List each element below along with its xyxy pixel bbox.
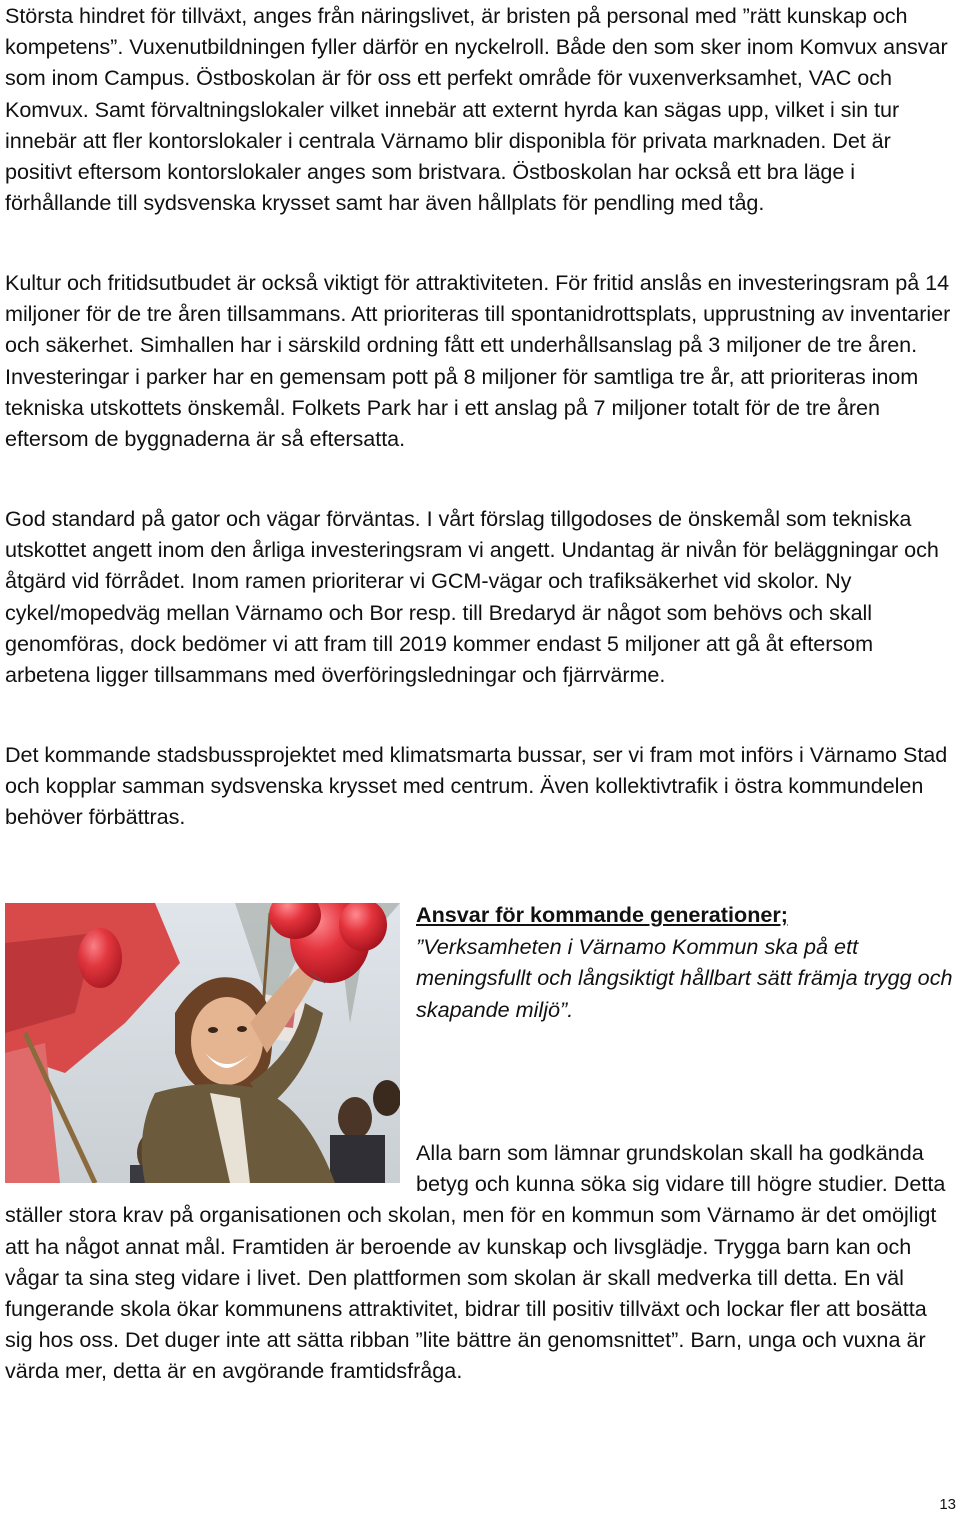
page-number: 13 — [939, 1496, 956, 1513]
paragraph-skolan: Alla barn som lämnar grundskolan skall ha godkända betyg och kunna söka sig vidare till högre studier. Detta ställer stora krav på organisationen och skolan, men för en kommun som Värnamo är det omöjligt att ha något annat mål. Framtiden är beroende av kunskap och livsglädje. Trygga barn kan och vågar ta sina steg vidare i livet. Den plattformen som skolan är skall medverka till detta. En väl fungerande skola ökar kommunens attraktivitet, bidrar till positiv tillväxt och lockar fler att bosätta sig hos oss. Det duger inte att sätta ribban ”lite bättre än genomsnittet”. Barn, unga och vuxna är värda mer, detta är en avgörande framtidsfråga. — [5, 1140, 946, 1384]
paragraph-vuxenutbildning: Största hindret för tillväxt, anges från näringslivet, är bristen på personal med ”rätt kunskap och kompetens”. Vuxenutbildningen fyller därför en nyckelroll. Både den som sker inom Komvux ansvar som inom Campus. Östboskolan är för oss ett perfekt område för vuxenverksamhet, VAC och Komvux. Samt förvaltningslokaler vilket innebär att externt hyrda kan sägas upp, vilket i sin tur innebär att fler kontorslokaler i centrala Värnamo blir disponibla för privata marknaden. Det är positivt eftersom kontorslokaler anges som bristvara. Östboskolan har också ett bra läge i förhållande till sydsvenska krysset samt har även hållplats för pendling med tåg. — [5, 3, 948, 216]
section-vision-quote: ”Verksamheten i Värnamo Kommun ska på ett meningsfullt och långsiktigt hållbart sätt främja trygg och skapande miljö”. — [416, 933, 953, 1022]
paragraph-skolan-wrapper — [5, 1137, 960, 1437]
paragraph-stadsbuss: Det kommande stadsbussprojektet med klimatsmarta bussar, ser vi fram mot införs i Värnamo Stad och kopplar samman sydsvenska krysset med centrum. Även kollektivtrafik i östra kommundelen behöver förbättras. — [5, 742, 948, 830]
section-heading-block — [416, 899, 956, 1025]
paragraph-kultur-fritid: Kultur och fritidsutbudet är också viktigt för attraktiviteten. För fritid anslås en investeringsram på 14 miljoner för de tre åren tillsammans. Att prioriteras till spontanidrottsplats, upprustning av inventarier och säkerhet. Simhallen har i särskild ordning fått ett underhållsanslag på 3 miljoner de tre åren. Investeringar i parker har en gemensam pott på 8 miljoner för samtliga tre år, att prioriteras inom tekniska utskottets önskemål. Folkets Park har i ett anslag på 7 miljoner totalt för de tre åren eftersom de byggnaderna är så eftersatta. — [5, 270, 951, 452]
photo-wrap-spacer — [5, 1137, 416, 1199]
paragraph-gator-vagar: God standard på gator och vägar förväntas. I vårt förslag tillgodoses de önskemål som tekniska utskottet angett inom den årliga investeringsram vi angett. Undantag är nivån för beläggningar och åtgärd vid förrådet. Inom ramen prioriterar vi GCM-vägar och trafiksäkerhet vid skolor. Ny cykel/mopedväg mellan Värnamo och Bor resp. till Bredaryd är något som behövs och skall genomföras, dock bedömer vi att fram till 2019 kommer endast 5 miljoner att gå åt eftersom arbetena ligger tillsammans med överföringsledningar och fjärrvärme. — [5, 506, 939, 688]
section-title: Ansvar för kommande generationer; — [416, 902, 788, 927]
